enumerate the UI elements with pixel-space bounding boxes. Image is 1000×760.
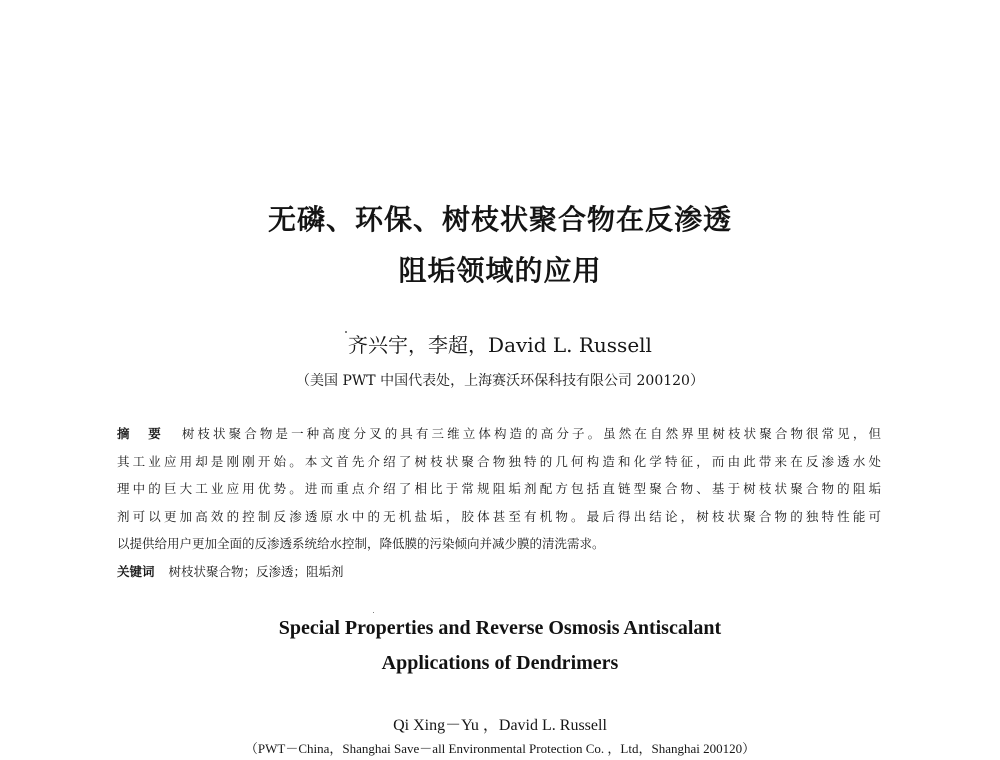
chinese-title-line-2: 阻垢领域的应用 — [398, 254, 602, 287]
chinese-authors: 齐兴宇，李超，David L. Russell — [348, 333, 652, 357]
abstract-line-1 — [117, 420, 881, 448]
abstract-line-4 — [117, 503, 881, 531]
chinese-title-line-1: 无磷、环保、树枝状聚合物在反渗透 — [267, 203, 732, 236]
keywords-text: 树枝状聚合物；反渗透；阻垢剂 — [168, 563, 344, 579]
abstract-line-2 — [117, 448, 881, 476]
chinese-affiliation: （美国 PWT 中国代表处，上海赛沃环保科技有限公司 200120） — [296, 373, 704, 389]
abstract-line-3 — [117, 475, 881, 503]
abstract-label: 摘 要 — [117, 426, 164, 441]
abstract-text: 以提供给用户更加全面的反渗透系统给水控制，降低膜的污染倾向并减少膜的清洗需求。 — [117, 536, 605, 551]
abstract-text: 理中的巨大工业应用优势。进而重点介绍了相比于常规阻垢剂配方包括直链型聚合物、基于树枝状聚合物的阻垢 — [117, 481, 881, 496]
abstract-text: 其工业应用却是刚刚开始。本文首先介绍了树枝状聚合物独特的几何构造和化学特征，而由此带来在反渗透水处 — [117, 453, 881, 469]
english-title-line-1: Special Properties and Reverse Osmosis Antiscalant — [278, 617, 722, 639]
english-authors: Qi Xing－Yu ，David L. Russell — [393, 717, 607, 734]
english-affiliation: （PWT－China，Shanghai Save－all Environmental Protection Co. ，Ltd，Shanghai 200120） — [244, 741, 756, 756]
abstract-line-5 — [117, 530, 881, 558]
english-title-line-2: Applications of Dendrimers — [381, 652, 619, 674]
keywords-label: 关键词 — [117, 563, 155, 579]
abstract-block — [117, 420, 881, 585]
scan-speck — [373, 612, 374, 613]
keywords-line — [117, 558, 881, 586]
abstract-text: 剂可以更加高效的控制反渗透原水中的无机盐垢，胶体甚至有机物。最后得出结论，树枝状聚合物的独特性能可 — [117, 508, 881, 524]
abstract-text: 树枝状聚合物是一种高度分叉的具有三维立体构造的高分子。虽然在自然界里树枝状聚合物很常见，但 — [181, 426, 881, 441]
